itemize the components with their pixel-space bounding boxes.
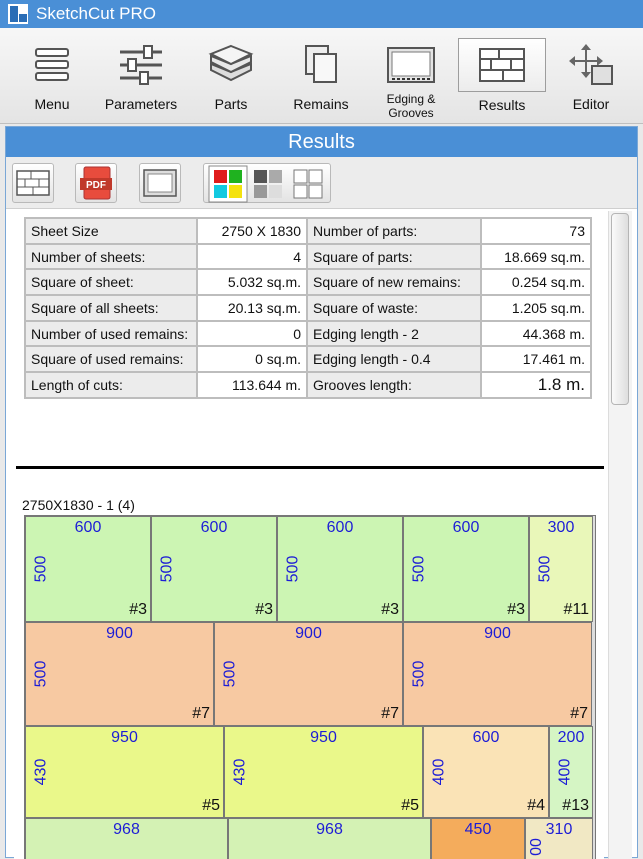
part-width-label: 900 bbox=[106, 625, 133, 642]
stats-label: Edging length - 0.4 bbox=[307, 346, 481, 372]
part-width-label: 600 bbox=[200, 519, 228, 536]
main-toolbar bbox=[0, 28, 643, 124]
stats-label: Number of sheets: bbox=[25, 244, 197, 270]
stats-label: Sheet Size bbox=[25, 218, 197, 244]
sheet-title: 2750X1830 - 1 (4) bbox=[22, 497, 135, 513]
stats-row bbox=[25, 372, 591, 398]
part-width-label: 950 bbox=[310, 729, 337, 746]
part-height-label: 500 bbox=[536, 555, 554, 583]
part-height-label: 500 bbox=[32, 555, 50, 583]
stack-icon bbox=[206, 42, 256, 88]
toolbar-editor-label: Editor bbox=[572, 96, 610, 112]
toolbar-parts-label: Parts bbox=[214, 96, 248, 112]
sheet-part[interactable] bbox=[525, 818, 593, 859]
part-width-label: 900 bbox=[484, 625, 511, 642]
app-logo-icon bbox=[8, 4, 28, 24]
part-height-label: 400 bbox=[556, 758, 574, 786]
stats-table bbox=[24, 217, 592, 399]
sheet-part[interactable] bbox=[228, 818, 431, 859]
part-width-label: 200 bbox=[557, 729, 585, 746]
layout-view-button[interactable] bbox=[12, 163, 54, 203]
sheet-part[interactable] bbox=[403, 516, 529, 622]
part-width-label: 950 bbox=[111, 729, 138, 746]
toolbar-parameters-button[interactable] bbox=[97, 38, 185, 122]
edging-icon bbox=[386, 42, 436, 88]
app-title: SketchCut PRO bbox=[36, 4, 156, 23]
stats-value: 73 bbox=[481, 218, 591, 244]
toolbar-remains-label: Remains bbox=[293, 96, 349, 112]
part-id-label: #7 bbox=[570, 705, 588, 722]
stats-value: 2750 X 1830 bbox=[197, 218, 307, 244]
toolbar-edging-button[interactable] bbox=[367, 38, 455, 122]
part-width-label: 900 bbox=[295, 625, 322, 642]
results-panel bbox=[5, 126, 638, 858]
part-height-label: 500 bbox=[221, 660, 239, 688]
stats-label: Edging length - 2 bbox=[307, 321, 481, 347]
stats-value: 5.032 sq.m. bbox=[197, 269, 307, 295]
part-width-label: 600 bbox=[472, 729, 500, 746]
part-width-label: 310 bbox=[545, 821, 573, 838]
stats-label: Number of used remains: bbox=[25, 321, 197, 347]
stats-label: Square of sheet: bbox=[25, 269, 197, 295]
part-id-label: #3 bbox=[507, 601, 525, 618]
stats-row bbox=[25, 321, 591, 347]
grid-icon bbox=[13, 164, 53, 202]
color-mode-group bbox=[203, 163, 331, 203]
stats-value: 113.644 m. bbox=[197, 372, 307, 398]
stats-value: 18.669 sq.m. bbox=[481, 244, 591, 270]
sheet-part[interactable] bbox=[25, 818, 228, 859]
stats-value: 0 sq.m. bbox=[197, 346, 307, 372]
sheet-part[interactable] bbox=[151, 516, 277, 622]
section-divider bbox=[16, 466, 604, 469]
part-width-label: 600 bbox=[326, 519, 354, 536]
sheet-part[interactable] bbox=[214, 622, 403, 726]
toolbar-menu-label: Menu bbox=[34, 96, 70, 112]
stats-value: 4 bbox=[197, 244, 307, 270]
sheet-view-button[interactable] bbox=[139, 163, 181, 203]
stats-value: 0.254 sq.m. bbox=[481, 269, 591, 295]
sheet-part[interactable] bbox=[25, 726, 224, 818]
part-id-label: #5 bbox=[401, 797, 419, 814]
part-height-label: 430 bbox=[231, 758, 249, 786]
sheet-part[interactable] bbox=[529, 516, 593, 622]
part-width-label: 600 bbox=[452, 519, 480, 536]
pdf-icon bbox=[76, 164, 116, 202]
stats-value: 17.461 m. bbox=[481, 346, 591, 372]
part-height-label: 00 bbox=[527, 838, 545, 856]
stats-label: Length of cuts: bbox=[25, 372, 197, 398]
stats-label: Square of waste: bbox=[307, 295, 481, 321]
sheet-part[interactable] bbox=[25, 622, 214, 726]
part-width-label: 300 bbox=[547, 519, 575, 536]
results-scrollbar[interactable] bbox=[608, 211, 632, 859]
sheet-part[interactable] bbox=[403, 622, 592, 726]
stats-value: 44.368 m. bbox=[481, 321, 591, 347]
part-height-label: 430 bbox=[32, 758, 50, 786]
part-id-label: #7 bbox=[381, 705, 399, 722]
part-height-label: 400 bbox=[430, 758, 448, 786]
part-width-label: 600 bbox=[74, 519, 102, 536]
toolbar-results-button[interactable] bbox=[458, 38, 546, 113]
part-id-label: #4 bbox=[527, 797, 545, 814]
part-height-label: 500 bbox=[32, 660, 50, 688]
toolbar-menu-button[interactable] bbox=[8, 38, 96, 122]
part-height-label: 500 bbox=[158, 555, 176, 583]
panel-title: Results bbox=[6, 127, 637, 157]
sheet-part[interactable] bbox=[549, 726, 593, 818]
part-id-label: #13 bbox=[562, 797, 589, 814]
stats-row bbox=[25, 295, 591, 321]
stats-label: Square of all sheets: bbox=[25, 295, 197, 321]
stats-row bbox=[25, 269, 591, 295]
toolbar-parts-button[interactable] bbox=[187, 38, 275, 122]
toolbar-editor-button[interactable] bbox=[547, 38, 635, 122]
sheet-icon bbox=[140, 164, 180, 202]
stats-value: 1.205 sq.m. bbox=[481, 295, 591, 321]
toolbar-remains-button[interactable] bbox=[277, 38, 365, 122]
results-toolbar bbox=[6, 157, 637, 209]
part-id-label: #7 bbox=[192, 705, 210, 722]
sheet-part[interactable] bbox=[431, 818, 525, 859]
part-height-label: 500 bbox=[284, 555, 302, 583]
part-height-label: 500 bbox=[410, 555, 428, 583]
outline-mode-icon[interactable] bbox=[288, 165, 328, 203]
stats-value: 20.13 sq.m. bbox=[197, 295, 307, 321]
color-palette-icon[interactable] bbox=[208, 165, 248, 203]
part-id-label: #3 bbox=[255, 601, 273, 618]
stats-row bbox=[25, 218, 591, 244]
cutting-sheet bbox=[24, 515, 596, 859]
stats-value: 0 bbox=[197, 321, 307, 347]
part-height-label: 500 bbox=[410, 660, 428, 688]
sheet-part[interactable] bbox=[224, 726, 423, 818]
part-width-label: 450 bbox=[464, 821, 492, 838]
pdf-label: PDF bbox=[86, 180, 106, 191]
scrollbar-thumb[interactable] bbox=[611, 213, 629, 405]
part-id-label: #3 bbox=[381, 601, 399, 618]
sheet-part[interactable] bbox=[277, 516, 403, 622]
stats-label: Square of new remains: bbox=[307, 269, 481, 295]
grid-icon bbox=[477, 43, 527, 89]
stats-value: 1.8 m. bbox=[481, 372, 591, 398]
grayscale-icon[interactable] bbox=[248, 165, 288, 203]
stats-row bbox=[25, 346, 591, 372]
part-width-label: 968 bbox=[113, 821, 140, 838]
toolbar-parameters-label: Parameters bbox=[104, 96, 178, 112]
sheet-part[interactable] bbox=[423, 726, 549, 818]
stats-label: Square of parts: bbox=[307, 244, 481, 270]
copy-icon bbox=[296, 42, 346, 88]
toolbar-edging-label: Edging & Grooves bbox=[386, 92, 436, 120]
stats-label: Square of used remains: bbox=[25, 346, 197, 372]
part-id-label: #11 bbox=[563, 601, 589, 618]
part-width-label: 968 bbox=[316, 821, 343, 838]
stats-label: Grooves length: bbox=[307, 372, 481, 398]
sliders-icon bbox=[116, 42, 166, 88]
export-pdf-button[interactable] bbox=[75, 163, 117, 203]
menu-icon bbox=[27, 42, 77, 88]
title-bar bbox=[0, 0, 643, 28]
results-content bbox=[14, 211, 604, 859]
sheet-part[interactable] bbox=[25, 516, 151, 622]
stats-row bbox=[25, 244, 591, 270]
toolbar-results-label: Results bbox=[478, 97, 526, 113]
move-icon bbox=[566, 42, 616, 88]
part-id-label: #3 bbox=[129, 601, 147, 618]
part-id-label: #5 bbox=[202, 797, 220, 814]
stats-label: Number of parts: bbox=[307, 218, 481, 244]
